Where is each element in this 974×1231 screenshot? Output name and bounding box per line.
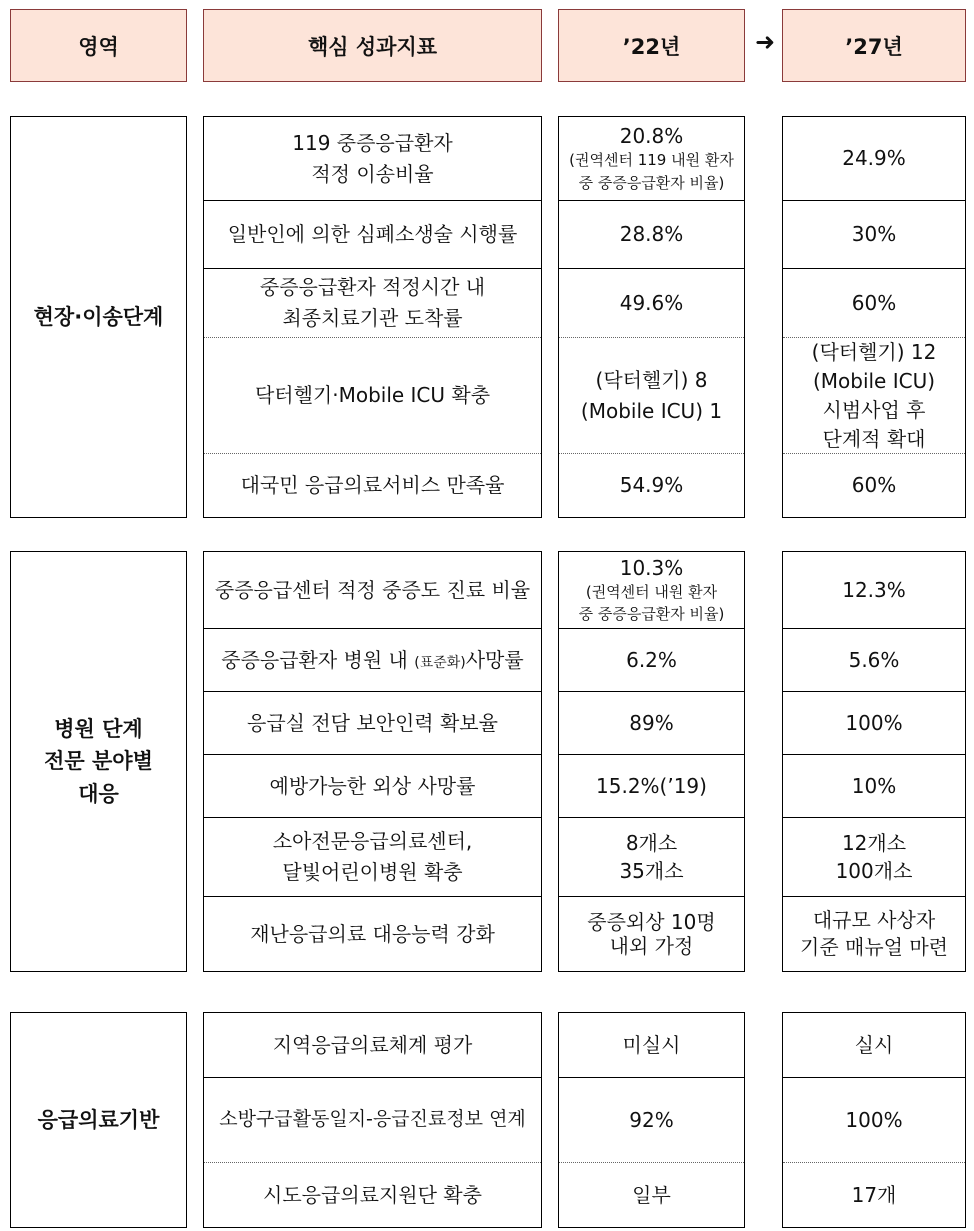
- value-cell: 100%: [783, 1078, 965, 1163]
- value-cell: 15.2%(’19): [559, 755, 744, 818]
- value-cell: (닥터헬기) 12 (Mobile ICU) 시범사업 후 단계적 확대: [783, 338, 965, 454]
- value-cell: 대규모 사상자 기준 매뉴얼 마련: [800, 908, 948, 959]
- value-cell: 중증외상 10명 내외 가정: [587, 910, 716, 958]
- value-cell: 8개소 35개소: [559, 818, 744, 897]
- area-emergency-infrastructure: 응급의료기반: [10, 1012, 187, 1228]
- value-cell: 20.8% (권역센터 119 내원 환자 중 중증응급환자 비율): [559, 117, 744, 201]
- kpi-cell: 소방구급활동일지-응급진료정보 연계: [204, 1078, 541, 1163]
- arrow-right-icon: ➜: [754, 28, 776, 56]
- value-cell: 12개소 100개소: [783, 818, 965, 897]
- value-cell: 미실시: [559, 1013, 744, 1078]
- kpi-column-section-2: [203, 551, 542, 972]
- kpi-cell: 소아전문응급의료센터, 달빛어린이병원 확충: [204, 818, 541, 897]
- value-cell: 30%: [783, 201, 965, 269]
- value-2022-column-section-3: [558, 1012, 745, 1228]
- kpi-cell: 대국민 응급의료서비스 만족율: [240, 473, 505, 497]
- header-2027: ’27년: [782, 9, 966, 82]
- value-cell: 28.8%: [559, 201, 744, 269]
- value-cell: 100%: [783, 692, 965, 755]
- value-cell: 6.2%: [559, 629, 744, 692]
- kpi-column-section-1: [203, 116, 542, 518]
- value-cell: 실시: [783, 1013, 965, 1078]
- kpi-cell: 일반인에 의한 심폐소생술 시행률: [204, 201, 541, 269]
- kpi-cell: 지역응급의료체계 평가: [204, 1013, 541, 1078]
- kpi-cell: 재난응급의료 대응능력 강화: [250, 921, 495, 946]
- header-2022: ’22년: [558, 9, 745, 82]
- area-field-transport: 현장·이송단계: [10, 116, 187, 518]
- area-hospital-stage: 병원 단계 전문 분야별 대응: [10, 551, 187, 972]
- kpi-cell: 응급실 전담 보안인력 확보율: [204, 692, 541, 755]
- value-2027-column-section-3: [782, 1012, 966, 1228]
- kpi-cell: 닥터헬기·Mobile ICU 확충: [204, 338, 541, 454]
- value-cell: 12.3%: [783, 552, 965, 629]
- kpi-cell: 중증응급환자 병원 내 (표준화)사망률: [204, 629, 541, 692]
- value-cell: 5.6%: [783, 629, 965, 692]
- header-kpi: 핵심 성과지표: [203, 9, 542, 82]
- kpi-column-section-3: [203, 1012, 542, 1228]
- header-area: 영역: [10, 9, 187, 82]
- value-cell: 10%: [783, 755, 965, 818]
- value-2027-column-section-2: [782, 551, 966, 972]
- value-2027-column-section-1: [782, 116, 966, 518]
- value-cell: 일부: [632, 1182, 671, 1207]
- value-cell: 92%: [559, 1078, 744, 1163]
- value-cell: 60%: [851, 473, 897, 497]
- value-cell: 10.3% (권역센터 내원 환자 중 중증응급환자 비율): [559, 552, 744, 629]
- value-cell: 89%: [559, 692, 744, 755]
- value-cell: 54.9%: [619, 473, 684, 497]
- value-2022-column-section-1: [558, 116, 745, 518]
- value-cell: 17개: [851, 1182, 897, 1207]
- value-cell: 60%: [783, 269, 965, 338]
- kpi-cell: 119 중증응급환자 적정 이송비율: [204, 117, 541, 201]
- kpi-cell: 시도응급의료지원단 확충: [263, 1182, 482, 1207]
- kpi-cell: 중증응급환자 적정시간 내 최종치료기관 도착률: [204, 269, 541, 338]
- value-2022-column-section-2: [558, 551, 745, 972]
- kpi-cell: 예방가능한 외상 사망률: [204, 755, 541, 818]
- value-cell: (닥터헬기) 8 (Mobile ICU) 1: [559, 338, 744, 454]
- value-cell: 24.9%: [783, 117, 965, 201]
- kpi-cell: 중증응급센터 적정 중증도 진료 비율: [204, 552, 541, 629]
- value-cell: 49.6%: [559, 269, 744, 338]
